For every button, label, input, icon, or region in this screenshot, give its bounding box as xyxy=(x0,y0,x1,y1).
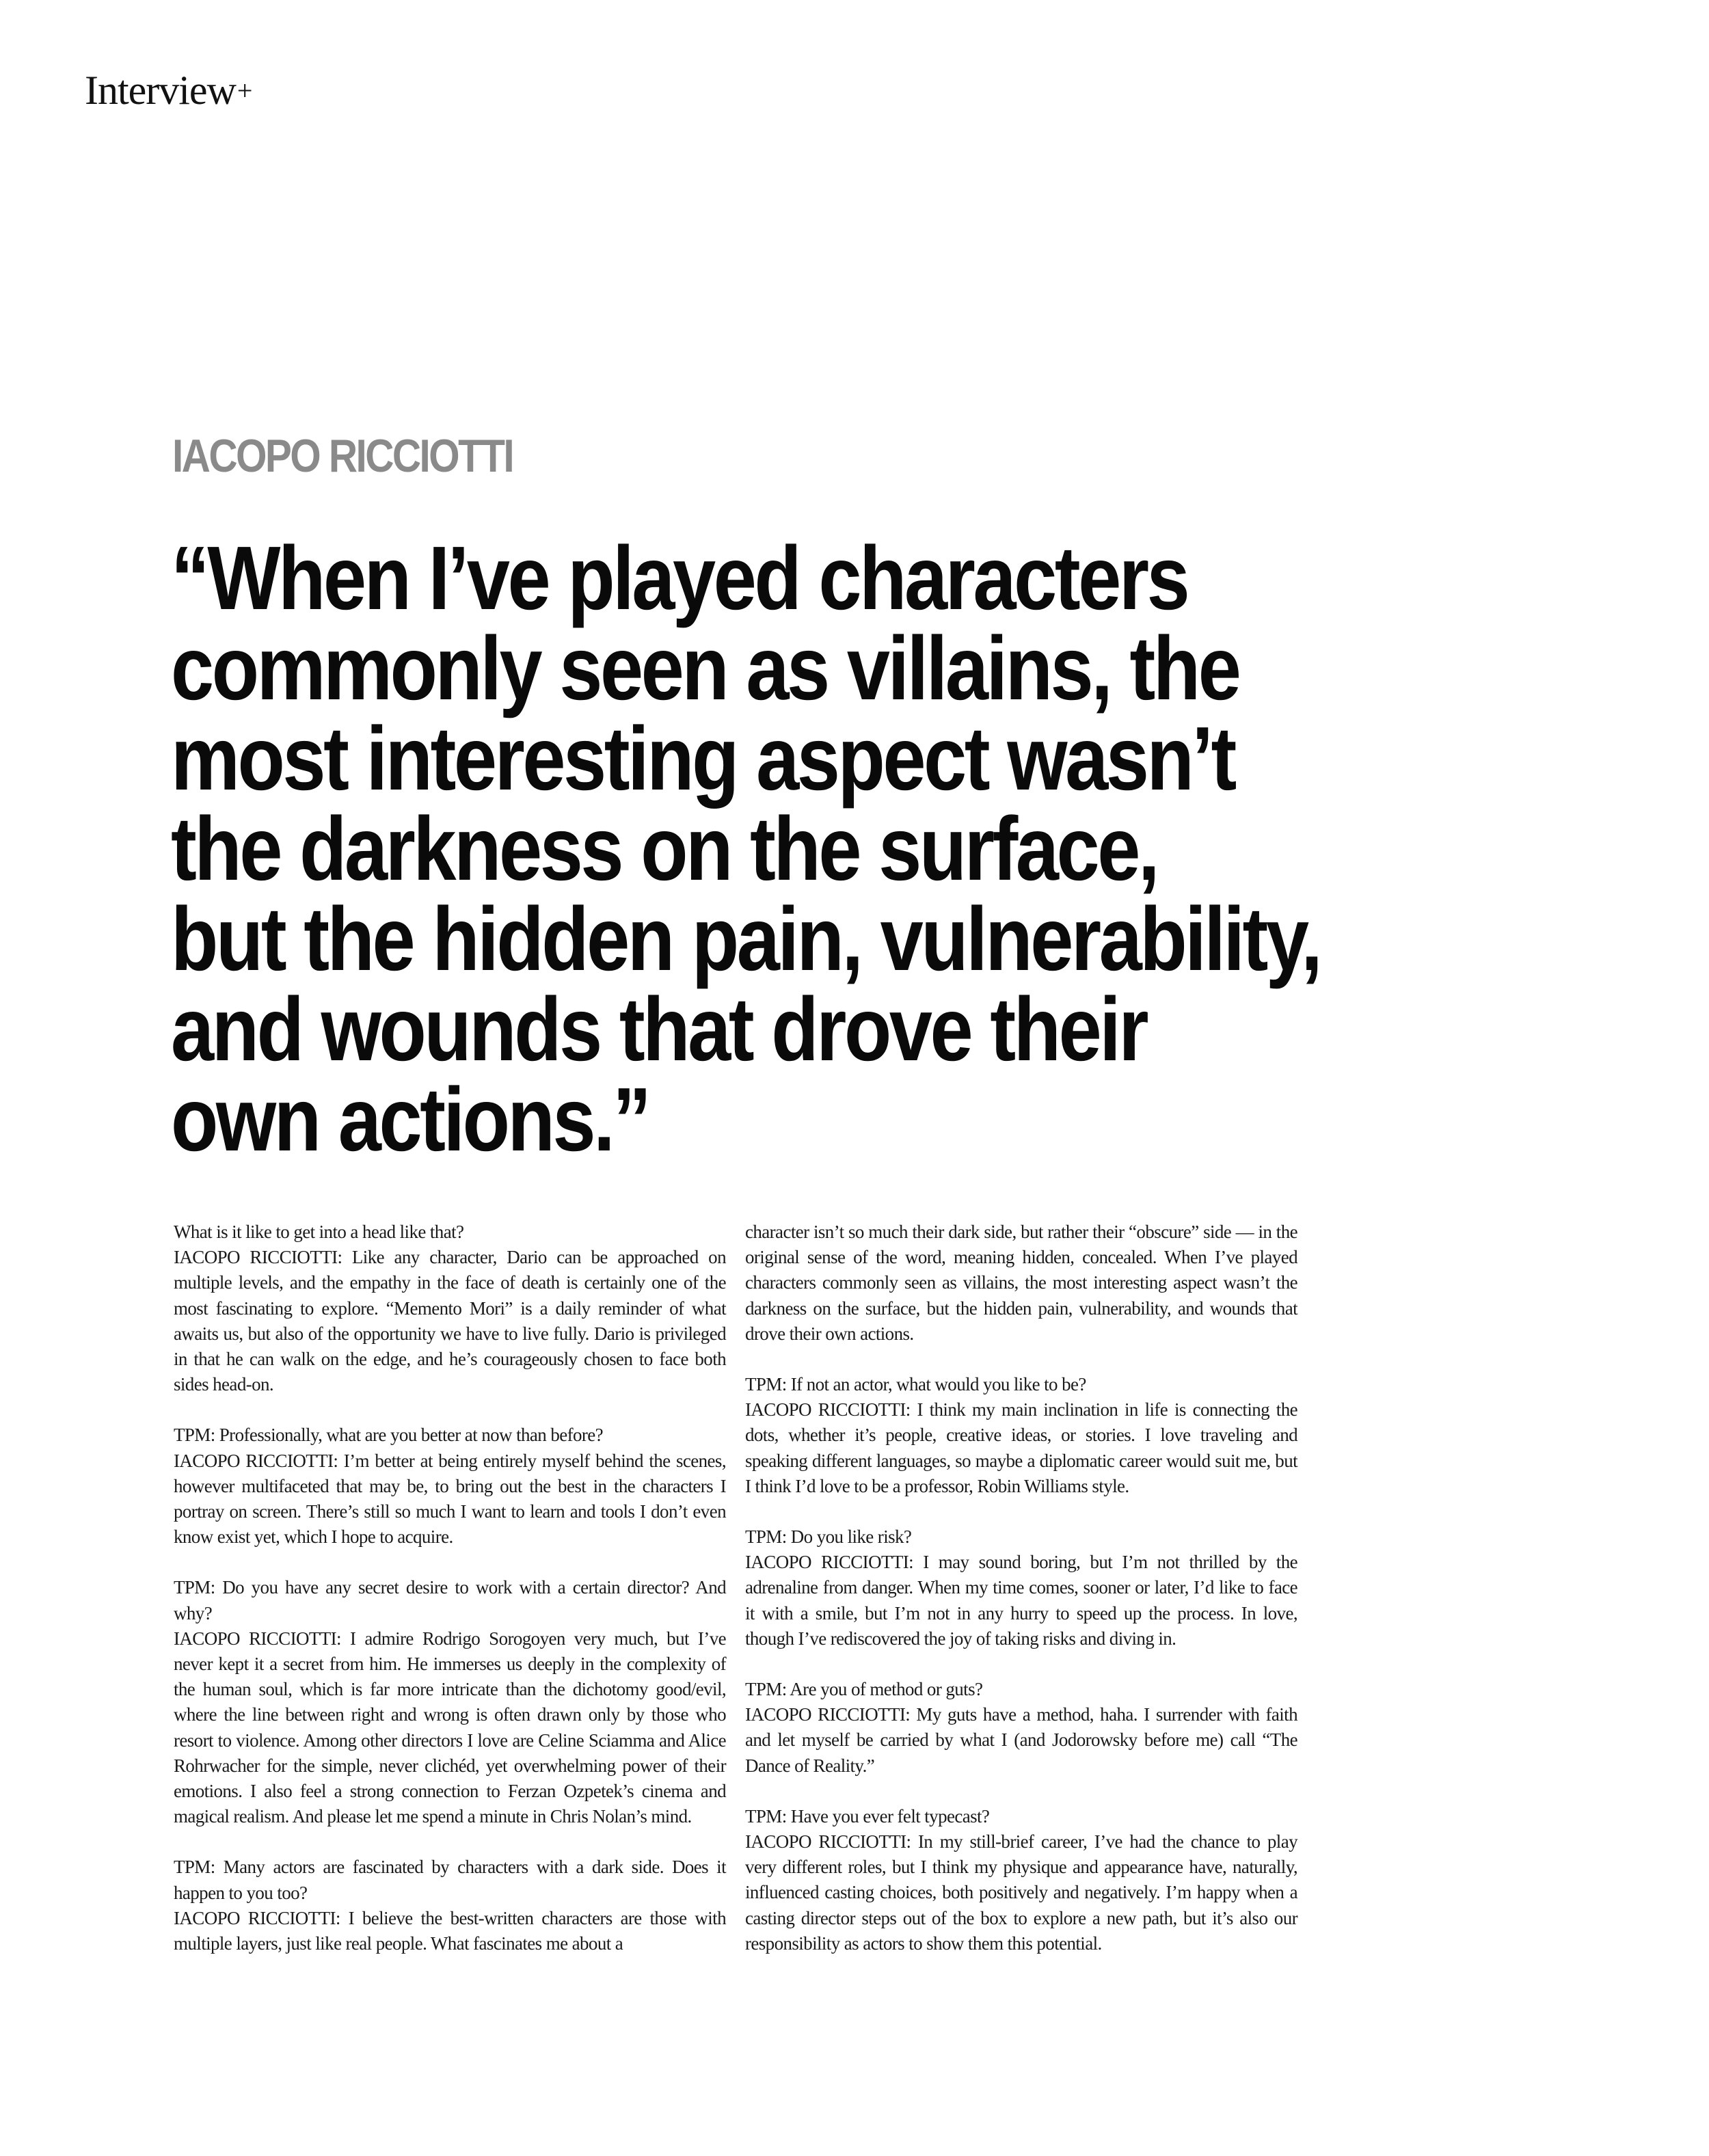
pull-quote-line: most interesting aspect wasn’t xyxy=(171,708,1235,809)
pull-quote-line: “When I’ve played characters xyxy=(171,528,1188,628)
interview-question: TPM: Do you have any secret desire to work with a certain director? And why? xyxy=(174,1577,726,1623)
interview-answer: IACOPO RICCIOTTI: I admire Rodrigo Sorogoyen very much, but I’ve never kept it a secret from him. He immerses us deeply in the complexity of the human soul, which is far more intricate than the dichotomy good/evil, where the line between right and wrong is often drawn only by those who resort to violence. Among other directors I love are Celine Sciamma and Alice Rohrwacher for the simple, never clichéd, yet overwhelming power of their emotions. I also feel a strong connection to Ferzan Ozpetek’s cinema and magical realism. And please let me spend a minute in Chris Nolan’s mind. xyxy=(174,1628,726,1827)
interview-question: What is it like to get into a head like that? xyxy=(174,1222,464,1242)
section-title: Interview xyxy=(85,68,236,113)
interview-question: TPM: Many actors are fascinated by characters with a dark side. Does it happen to you too? xyxy=(174,1857,726,1903)
interview-answer: IACOPO RICCIOTTI: I may sound boring, but I’m not thrilled by the adrenaline from danger. When my time comes, sooner or later, I’d like to face it with a smile, but I’m not in any hurry to speed up the process. In love, though I’ve rediscovered the joy of taking risks and diving in. xyxy=(745,1552,1297,1649)
interview-question: TPM: If not an actor, what would you like to be? xyxy=(745,1374,1086,1395)
interview-question: TPM: Do you like risk? xyxy=(745,1526,912,1548)
body-column-left xyxy=(174,1220,726,1956)
section-label xyxy=(85,67,252,114)
pull-quote-line: and wounds that drove their xyxy=(171,979,1147,1079)
body-column-right xyxy=(745,1220,1297,1956)
section-plus-mark: + xyxy=(237,75,252,106)
pull-quote-line: but the hidden pain, vulnerability, xyxy=(171,889,1321,989)
interview-answer: IACOPO RICCIOTTI: My guts have a method, haha. I surrender with faith and let myself be carried by what I (and Jodorowsky before me) call “The Dance of Reality.” xyxy=(745,1704,1297,1776)
interviewee-name: IACOPO RICCIOTTI xyxy=(172,430,513,482)
interview-question: TPM: Professionally, what are you better at now than before? xyxy=(174,1425,604,1446)
interview-answer: IACOPO RICCIOTTI: I believe the best-written characters are those with multiple layers, just like real people. What fascinates me about a xyxy=(174,1907,726,1954)
interview-question: TPM: Are you of method or guts? xyxy=(745,1679,983,1700)
interview-answer: IACOPO RICCIOTTI: Like any character, Dario can be approached on multiple levels, and the empathy in the face of death is certainly one of the most fascinating to explore. “Memento Mori” is a daily reminder of what awaits us, but also of the opportunity we have to live fully. Dario is privileged in that he can walk on the edge, and he’s courageously chosen to face both sides head-on. xyxy=(174,1247,726,1395)
interview-answer-continued: character isn’t so much their dark side, but rather their “obscure” side — in the original sense of the word, meaning hidden, concealed. When I’ve played characters commonly seen as villains, the most interesting aspect wasn’t the darkness on the surface, but the hidden pain, vulnerability, and wounds that drove their own actions. xyxy=(745,1222,1297,1344)
interview-answer: IACOPO RICCIOTTI: I’m better at being entirely myself behind the scenes, however multifaceted that may be, to bring out the best in the characters I portray on screen. There’s still so much I want to learn and tools I don’t even know exist yet, which I hope to acquire. xyxy=(174,1450,726,1548)
pull-quote-line: own actions.” xyxy=(171,1069,649,1170)
interview-answer: IACOPO RICCIOTTI: I think my main inclination in life is connecting the dots, whether it’s people, creative ideas, or stories. I love traveling and speaking different languages, so maybe a diplomatic career would suit me, but I think I’d love to be a professor, Robin Williams style. xyxy=(745,1399,1297,1496)
interview-answer: IACOPO RICCIOTTI: In my still-brief career, I’ve had the chance to play very different roles, but I think my physique and appearance have, naturally, influenced casting choices, both positively and negatively. I’m happy when a casting director steps out of the box to explore a new path, but it’s also our responsibility as actors to show them this potential. xyxy=(745,1831,1297,1954)
pull-quote-line: the darkness on the surface, xyxy=(171,798,1158,899)
interview-question: TPM: Have you ever felt typecast? xyxy=(745,1805,990,1827)
pull-quote-line: commonly seen as villains, the xyxy=(171,618,1239,718)
pull-quote xyxy=(171,528,1464,1170)
